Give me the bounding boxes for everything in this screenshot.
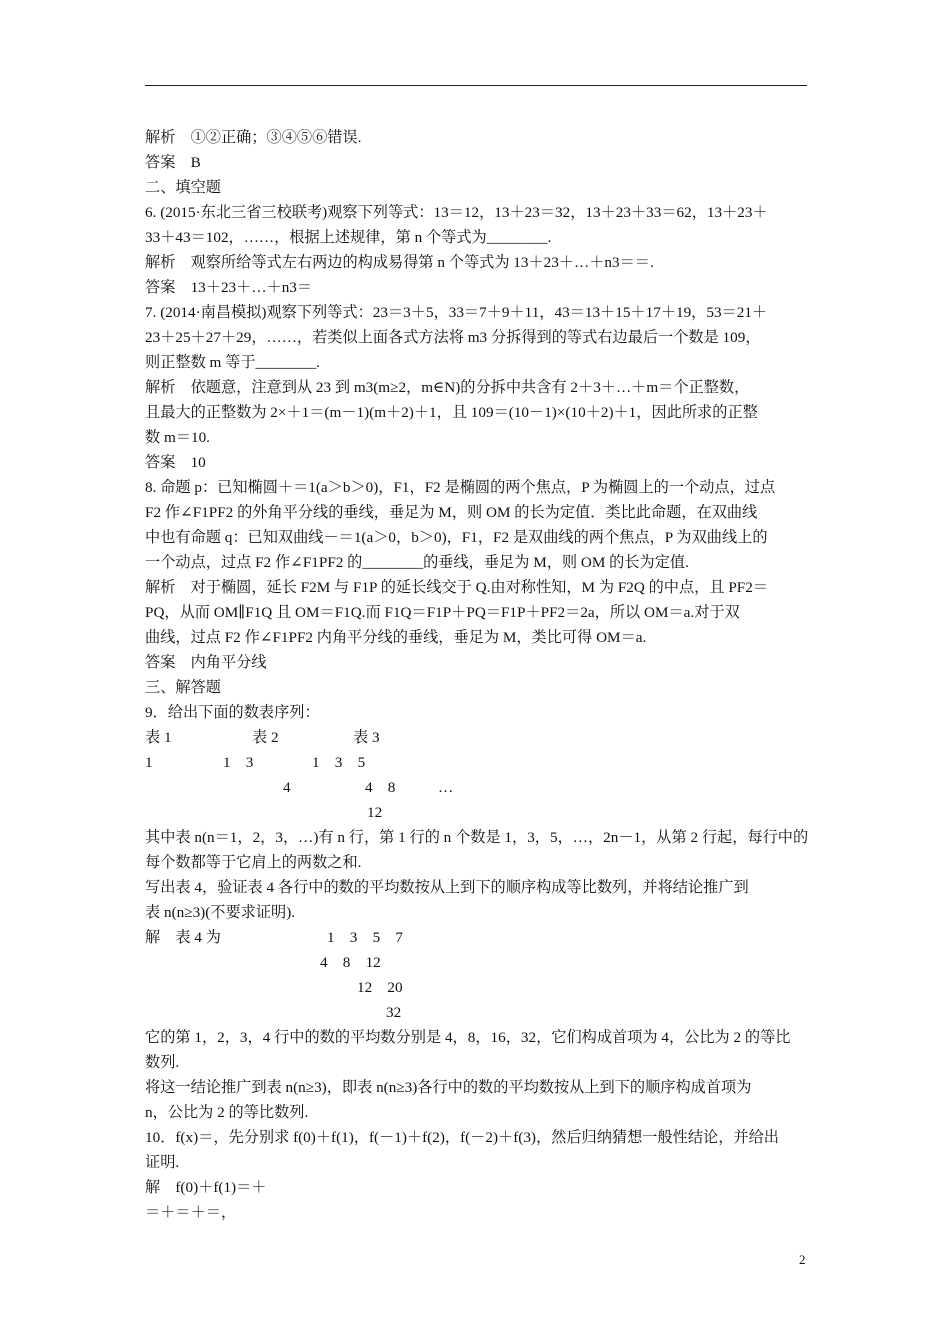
text-line: 解 f(0)＋f(1)＝＋ bbox=[145, 1179, 267, 1196]
text-line: 10．f(x)＝，先分别求 f(0)＋f(1)，f(－1)＋f(2)，f(－2)＋f(3)，然后归纳猜想一般性结论，并给出 bbox=[145, 1129, 779, 1146]
text-line: 一个动点，过点 F2 作∠F1PF2 的________的垂线，垂足为 M，则 OM 的长为定值. bbox=[145, 554, 689, 571]
text-line: 将这一结论推广到表 n(n≥3)，即表 n(n≥3)各行中的数的平均数按从上到下的顺序构成首项为 bbox=[145, 1079, 752, 1096]
text-line: 33＋43＝102，……，根据上述规律，第 n 个等式为________. bbox=[145, 229, 552, 246]
text-line: 每个数都等于它肩上的两数之和. bbox=[145, 854, 362, 871]
text-line: PQ，从而 OM∥F1Q 且 OM＝F1Q.而 F1Q＝F1P＋PQ＝F1P＋PF2＝2a，所以 OM＝a.对于双 bbox=[145, 604, 740, 621]
text-line: 数列. bbox=[145, 1054, 180, 1071]
text-line: 中也有命题 q：已知双曲线－＝1(a＞0，b＞0)，F1，F2 是双曲线的两个焦点，P 为双曲线上的 bbox=[145, 529, 768, 546]
table-4-row: 1 3 5 7 bbox=[327, 929, 403, 946]
table-4-row: 12 20 bbox=[357, 979, 403, 996]
text-line: 且最大的正整数为 2×＋1＝(m－1)(m＋2)＋1，且 109＝(10－1)×(10＋2)＋1，因此所求的正整 bbox=[145, 404, 758, 421]
table-4-row: 32 bbox=[386, 1004, 402, 1021]
text-line: 6. (2015·东北三省三校联考)观察下列等式：13＝12，13＋23＝32，13＋23＋33＝62，13＋23＋ bbox=[145, 204, 768, 221]
text-line: 解析 观察所给等式左右两边的构成易得第 n 个等式为 13＋23＋…＋n3＝＝. bbox=[145, 254, 654, 271]
text-line: 它的第 1，2，3，4 行中的数的平均数分别是 4，8，16，32，它们构成首项为 4，公比为 2 的等比 bbox=[145, 1029, 791, 1046]
table-2-label: 表 2 bbox=[252, 729, 279, 746]
text-line: 证明. bbox=[145, 1154, 180, 1171]
text-line: 解析 ①②正确；③④⑤⑥错误. bbox=[145, 129, 362, 146]
text-line: 答案 内角平分线 bbox=[145, 654, 267, 671]
table-1-row: 1 bbox=[145, 754, 153, 771]
text-line: 答案 10 bbox=[145, 454, 206, 471]
table-2-row: 4 bbox=[283, 779, 291, 796]
text-line: 其中表 n(n＝1，2，3，…)有 n 行，第 1 行的 n 个数是 1，3，5，…，2n－1，从第 2 行起，每行中的 bbox=[145, 829, 809, 846]
page-number: 2 bbox=[799, 1252, 806, 1267]
text-line: 解析 对于椭圆，延长 F2M 与 F1P 的延长线交于 Q.由对称性知，M 为 F2Q 的中点，且 PF2＝ bbox=[145, 579, 769, 596]
text-line: 表 n(n≥3)(不要求证明). bbox=[145, 904, 296, 921]
table-2-row: 1 3 bbox=[223, 754, 254, 771]
text-line: n，公比为 2 的等比数列. bbox=[145, 1104, 309, 1121]
text-line: 则正整数 m 等于________. bbox=[145, 354, 321, 371]
table-1-label: 表 1 bbox=[145, 729, 172, 746]
table-3-row: 1 3 5 bbox=[312, 754, 366, 771]
table-3-row: 4 8 bbox=[365, 779, 396, 796]
text-line: 8. 命题 p：已知椭圆＋＝1(a＞b＞0)，F1，F2 是椭圆的两个焦点，P 为椭圆上的一个动点，过点 bbox=[145, 479, 776, 496]
header-rule bbox=[145, 85, 807, 86]
ellipsis: … bbox=[438, 779, 454, 796]
text-line: F2 作∠F1PF2 的外角平分线的垂线，垂足为 M，则 OM 的长为定值．类比此命题，在双曲线 bbox=[145, 504, 758, 521]
text-line: 曲线，过点 F2 作∠F1PF2 内角平分线的垂线，垂足为 M，类比可得 OM＝a. bbox=[145, 629, 647, 646]
table-3-label: 表 3 bbox=[353, 729, 380, 746]
text-line: 答案 13＋23＋…＋n3＝ bbox=[145, 279, 313, 296]
text-line: 写出表 4，验证表 4 各行中的数的平均数按从上到下的顺序构成等比数列，并将结论推广到 bbox=[145, 879, 749, 896]
section-heading: 二、填空题 bbox=[145, 179, 221, 196]
table-4-lead: 解 表 4 为 bbox=[145, 929, 221, 946]
text-line: 7. (2014·南昌模拟)观察下列等式：23＝3＋5，33＝7＋9＋11，43＝13＋15＋17＋19，53＝21＋ bbox=[145, 304, 768, 321]
section-heading: 三、解答题 bbox=[145, 679, 221, 696]
text-line: 9．给出下面的数表序列： bbox=[145, 704, 320, 721]
table-4-row: 4 8 12 bbox=[320, 954, 381, 971]
table-3-row: 12 bbox=[367, 804, 383, 821]
text-line: 数 m＝10. bbox=[145, 429, 210, 446]
text-line: 解析 依题意，注意到从 23 到 m3(m≥2，m∈N)的分拆中共含有 2＋3＋…＋m＝个正整数， bbox=[145, 379, 750, 396]
text-line: 答案 B bbox=[145, 154, 201, 171]
text-line: ＝＋＝＋＝， bbox=[145, 1204, 237, 1221]
text-line: 23＋25＋27＋29，……，若类似上面各式方法将 m3 分拆得到的等式右边最后一个数是 109， bbox=[145, 329, 761, 346]
